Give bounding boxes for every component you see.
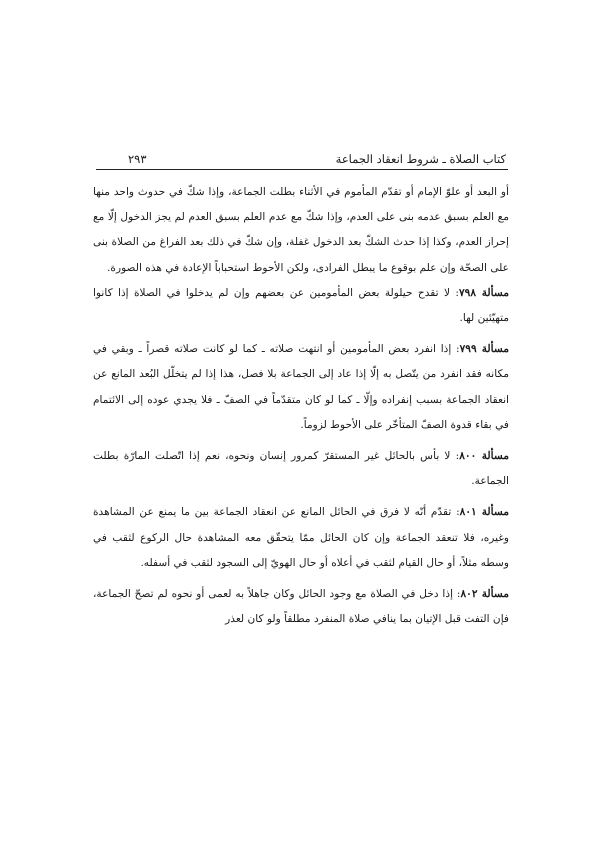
- paragraph-text: أو البعد أو علوّ الإمام أو تقدّم المأموم في الأثناء بطلت الجماعة، وإذا شكّ في حدوث واحد منها مع العلم بسبق عدمه بنى على العدم، وإذا شكّ مع عدم العلم بسبق العدم لم يجز الدخول إلّا مع إحراز العدم، وكذا إذا حدث الشكّ بعد الدخول غفلة، وإن شكّ في ذلك بعد الفراغ من الصلاة بنى على الصحّة وإن علم بوقوع ما يبطل الفرادى، ولكن الأحوط استحباباً الإعادة في هذه الصورة.: [93, 186, 509, 274]
- masala-label: مسألة ٧٩٩: [459, 343, 509, 356]
- page-number: ٢٩٣: [128, 152, 147, 166]
- paragraph-masala-801: [93, 500, 509, 576]
- paragraph-continuation: [93, 180, 509, 281]
- paragraph-text: : تقدّم أنّه لا فرق في الحائل المانع عن انعقاد الجماعة بين ما يمنع عن المشاهدة وغيره، فلا تنعقد الجماعة وإن كان الحائل ممّا يتحقّق معه المشاهدة حال الركوع لثقب في وسطه مثلاً، أو حال القيام لثقب في أعلاه أو حال الهويّ إلى السجود لثقب في أسفله.: [93, 506, 509, 569]
- page-body: [93, 180, 509, 638]
- paragraph-text: : لا تقدح حيلولة بعض المأمومين عن بعضهم وإن لم يدخلوا في الصلاة إذا كانوا متهيّئين لها.: [93, 286, 509, 325]
- running-header: [98, 150, 506, 168]
- header-rule: [96, 169, 508, 170]
- paragraph-masala-800: [93, 444, 509, 494]
- paragraph-text: : إذا انفرد بعض المأمومين أو انتهت صلاته ـ كما لو كانت صلاته قصراً ـ وبقي في مكانه فقد انفرد من يتّصل به إلّا إذا عاد إلى الجماعة بلا فصل، هذا إذا لم يتخلّل البُعد المانع عن انعقاد الجماعة بسبب إنفراده وإلّا ـ كما لو كان متقدّماً في الصفّ ـ فلا يجدي عوده إلى الائتمام في بقاء قدوة الصفّ المتأخّر على الأحوط لزوماً.: [93, 343, 509, 431]
- masala-label: مسألة ٨٠١: [459, 506, 510, 519]
- paragraph-masala-799: [93, 337, 509, 438]
- paragraph-text: : إذا دخل في الصلاة مع وجود الحائل وكان جاهلاً به لعمى أو نحوه لم تصحّ الجماعة، فإن التفت قبل الإتيان بما ينافي صلاة المنفرد مطلقاً ولو كان لعذر: [93, 588, 509, 626]
- paragraph-masala-798: [93, 281, 509, 331]
- header-title: كتاب الصلاة ـ شروط انعقاد الجماعة: [335, 152, 506, 166]
- masala-label: مسألة ٨٠٢: [460, 588, 510, 601]
- masala-label: مسألة ٧٩٨: [458, 286, 510, 299]
- paragraph-masala-802: [93, 582, 509, 632]
- paragraph-text: : لا بأس بالحائل غير المستقرّ كمرور إنسان ونحوه، نعم إذا اتّصلت المارّة بطلت الجماعة.: [93, 450, 509, 488]
- masala-label: مسألة ٨٠٠: [459, 450, 509, 463]
